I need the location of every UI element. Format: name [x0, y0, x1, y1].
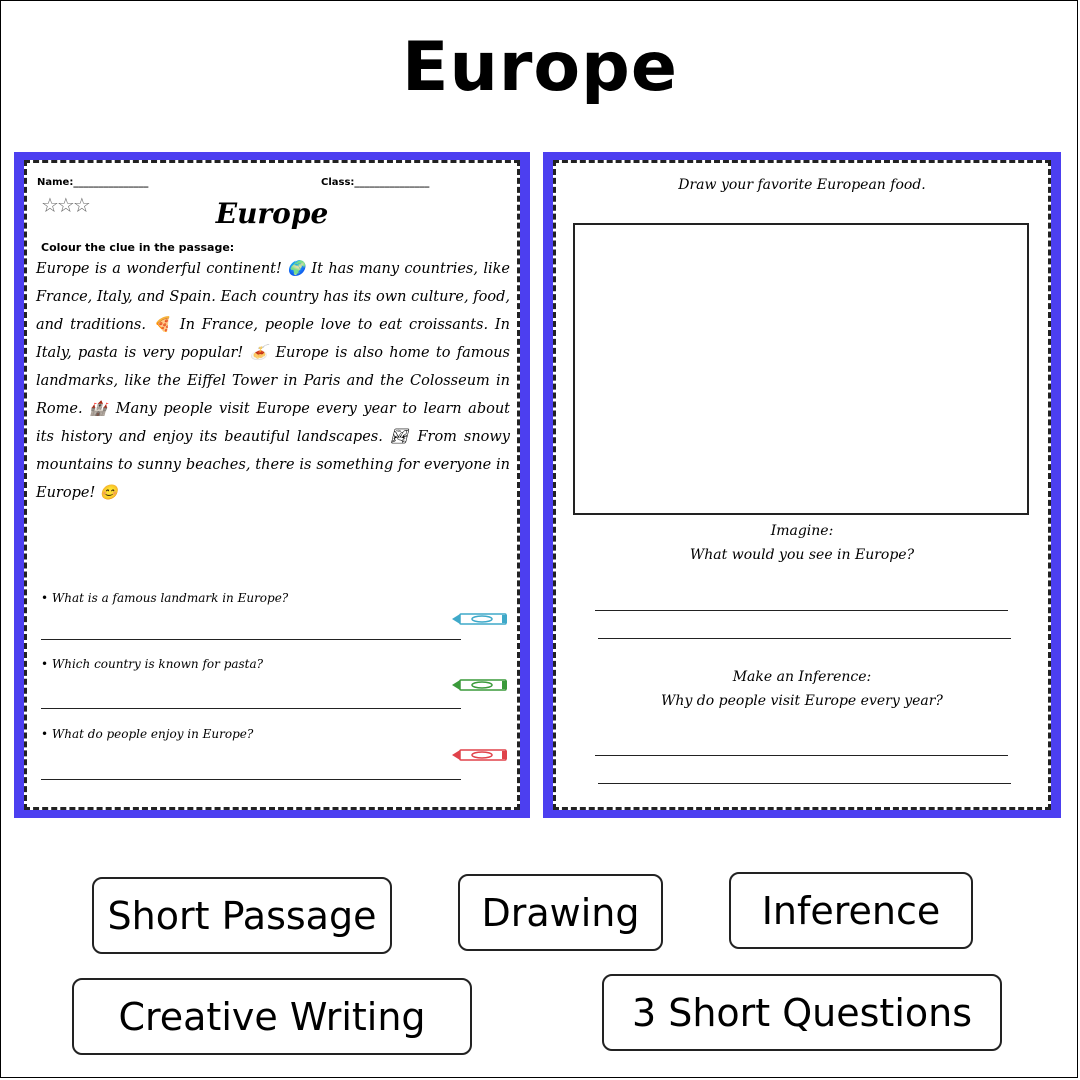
- answer-line-3[interactable]: [41, 779, 461, 780]
- inference-question: Why do people visit Europe every year?: [661, 693, 943, 709]
- crayon-icon-red: [450, 747, 510, 763]
- draw-prompt: Draw your favorite European food.: [678, 177, 926, 193]
- imagine-heading: Imagine:: [770, 523, 834, 539]
- class-field-label: Class:_______________: [321, 177, 430, 188]
- name-field-label: Name:_______________: [37, 177, 149, 188]
- question-1: • What is a famous landmark in Europe?: [41, 591, 289, 605]
- drawing-box[interactable]: [573, 223, 1029, 515]
- answer-line-2[interactable]: [41, 708, 461, 709]
- question-2: • Which country is known for pasta?: [41, 657, 264, 671]
- tag-inference: Inference: [729, 872, 973, 949]
- inference-answer-line-1[interactable]: [595, 755, 1008, 756]
- crayon-shape: [452, 680, 507, 690]
- question-2-text: Which country is known for pasta?: [51, 657, 264, 671]
- imagine-answer-line-2[interactable]: [598, 638, 1011, 639]
- question-3: • What do people enjoy in Europe?: [41, 727, 254, 741]
- reading-passage: Europe is a wonderful continent! 🌍 It has many countries, like France, Italy, and Spain. Each country has its own culture, food, and traditions. 🍕 In France, people love to eat croissants. In Italy, pasta is very popular! 🍝 Europe is also home to famous landmarks, like the Eiffel Tower in Paris and the Colosseum in Rome. 🏰 Many people visit Europe every year to learn about its history and enjoy its beautiful landscapes. 🏞 From snowy mountains to sunny beaches, there is something for everyone in Europe! 😊: [36, 261, 510, 501]
- worksheet-sheet: [553, 160, 1051, 810]
- answer-line-1[interactable]: [41, 639, 461, 640]
- rating-stars-icon: ☆☆☆: [41, 193, 89, 217]
- main-title: Europe: [402, 28, 678, 107]
- imagine-question: What would you see in Europe?: [689, 547, 915, 563]
- instruction-text: Colour the clue in the passage:: [41, 241, 235, 254]
- worksheet-page-reading: [14, 152, 530, 818]
- worksheet-sheet: [24, 160, 520, 810]
- inference-heading: Make an Inference:: [732, 669, 872, 685]
- tag-drawing: Drawing: [458, 874, 663, 951]
- crayon-shape: [452, 614, 507, 624]
- worksheet-page-activities: [543, 152, 1061, 818]
- inference-answer-line-2[interactable]: [598, 783, 1011, 784]
- crayon-shape: [452, 750, 507, 760]
- crayon-icon-green: [450, 677, 510, 693]
- tag-creative-writing: Creative Writing: [72, 978, 472, 1055]
- tag-short-passage: Short Passage: [92, 877, 392, 954]
- crayon-icon-blue: [450, 611, 510, 627]
- question-1-text: What is a famous landmark in Europe?: [51, 591, 289, 605]
- question-3-text: What do people enjoy in Europe?: [51, 727, 254, 741]
- worksheet-title: Europe: [215, 197, 329, 230]
- imagine-answer-line-1[interactable]: [595, 610, 1008, 611]
- tag-3-short-questions: 3 Short Questions: [602, 974, 1002, 1051]
